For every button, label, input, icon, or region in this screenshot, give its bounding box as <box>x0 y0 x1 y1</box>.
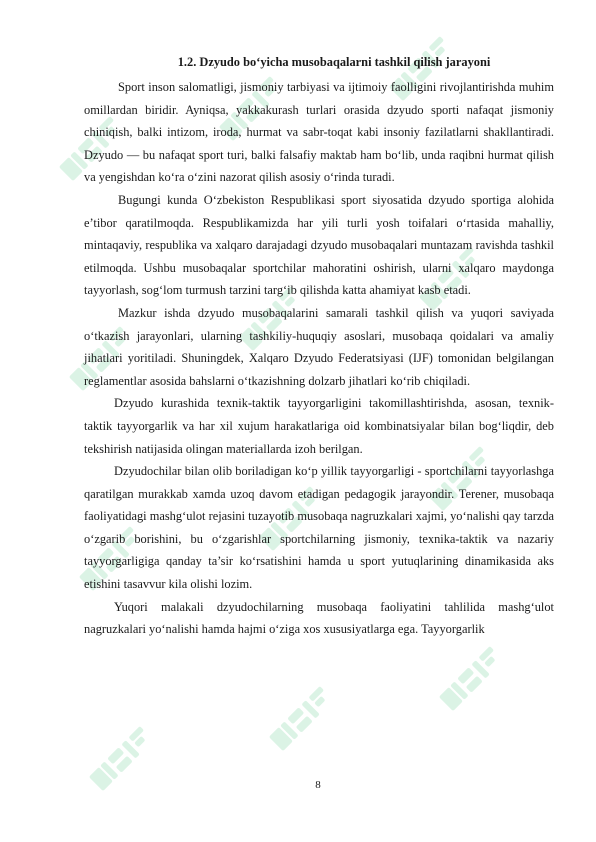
paragraph-1: Sport inson salomatligi, jismoniy tarbiyasi va ijtimoiy faolligini rivojlantirishda muhim omillardan biridir. Ayniqsa, yakkakurash turlari orasida dzyudo sporti nafaqat jismoniy chiniqish, balki intizom, iroda, hurmat va sabr-toqat kabi insoniy fazilatlarni shakllantiradi. Dzyudo — bu nafaqat sport turi, balki falsafiy maktab ham bo‘lib, unda raqibni hurmat qilish va yengishdan ko‘ra o‘zini nazorat qilish asosiy o‘rinda turadi. <box>84 80 554 185</box>
watermark-mark <box>439 646 504 711</box>
paragraph-3: Mazkur ishda dzyudo musobaqalarini samarali tashkil qilish va yuqori saviyada o‘tkazish jarayonlari, ularning tashkiliy-huquqiy asoslari, musobaqa qoidalari va amaliy jihatlari yoritiladi. Shuningdek, Xalqaro Dzyudo Federatsiyasi (IJF) tomonidan belgilangan reglamentlar asosida bahslarni o‘tkazishning dolzarb jihatlari ko‘rib chiqiladi. <box>84 305 554 388</box>
watermark-mark <box>269 686 334 751</box>
section-title: 1.2. Dzyudo bo‘yicha musobaqalarni tashkil qilish jarayoni <box>177 55 491 69</box>
page-number: 8 <box>315 779 321 791</box>
paragraph-4: Dzyudo kurashida texnik-taktik tayyorgarligini takomillashtirishda, asosan, texnik-taktik tayyorgarlik va har xil xujum harakatlariga oid kombinatsiyalar bilan bog‘liqdir, deb tekshirish natijasida olingan materiallarda izoh berilgan. <box>84 396 554 456</box>
paragraph-5: Dzyudochilar bilan olib boriladigan ko‘p yillik tayyorgarligi - sportchilarni tayyorlashga qaratilgan murakkab xamda uzoq davom etadigan pedagogik jarayondir. Terener, musobaqa faoliyatidagi mashg‘ulot rejasini tuzayotib musobaqa nagruzkalari xajmi, yo‘nalishi qay tarzda o‘zgarib borishini, bu o‘zgarishlar sportchilarning jismoniy, texnika-taktik va nazariy tayyorgarligiga qanday ta’sir ko‘rsatishini hamda u sport yutuqlarining dinamikasida aks etishini tasavvur kila olishi lozim. <box>84 464 555 592</box>
paragraph-6: Yuqori malakali dzyudochilarning musobaqa faoliyatini tahlilida mashg‘ulot nagruzkalari yo‘nalishi hamda hajmi o‘ziga xos xususiyatlarga ega. Tayyorgarlik <box>84 599 554 637</box>
paragraph-2: Bugungi kunda O‘zbekiston Respublikasi sport siyosatida dzyudo sportiga alohida e’tibor qaratilmoqda. Respublikamizda har yili turli yosh toifalari o‘rtasida mahalliy, mintaqaviy, respublika va xalqaro darajadagi dzyudo musobaqalari muntazam ravishda tashkil etilmoqda. Ushbu musobaqalar sportchilar mahoratini oshirish, ularni xalqaro maydonga tayyorlash, sog‘lom turmush tarzini targ‘ib qilishda katta ahamiyat kasb etadi. <box>84 192 554 298</box>
document-body <box>84 52 554 641</box>
